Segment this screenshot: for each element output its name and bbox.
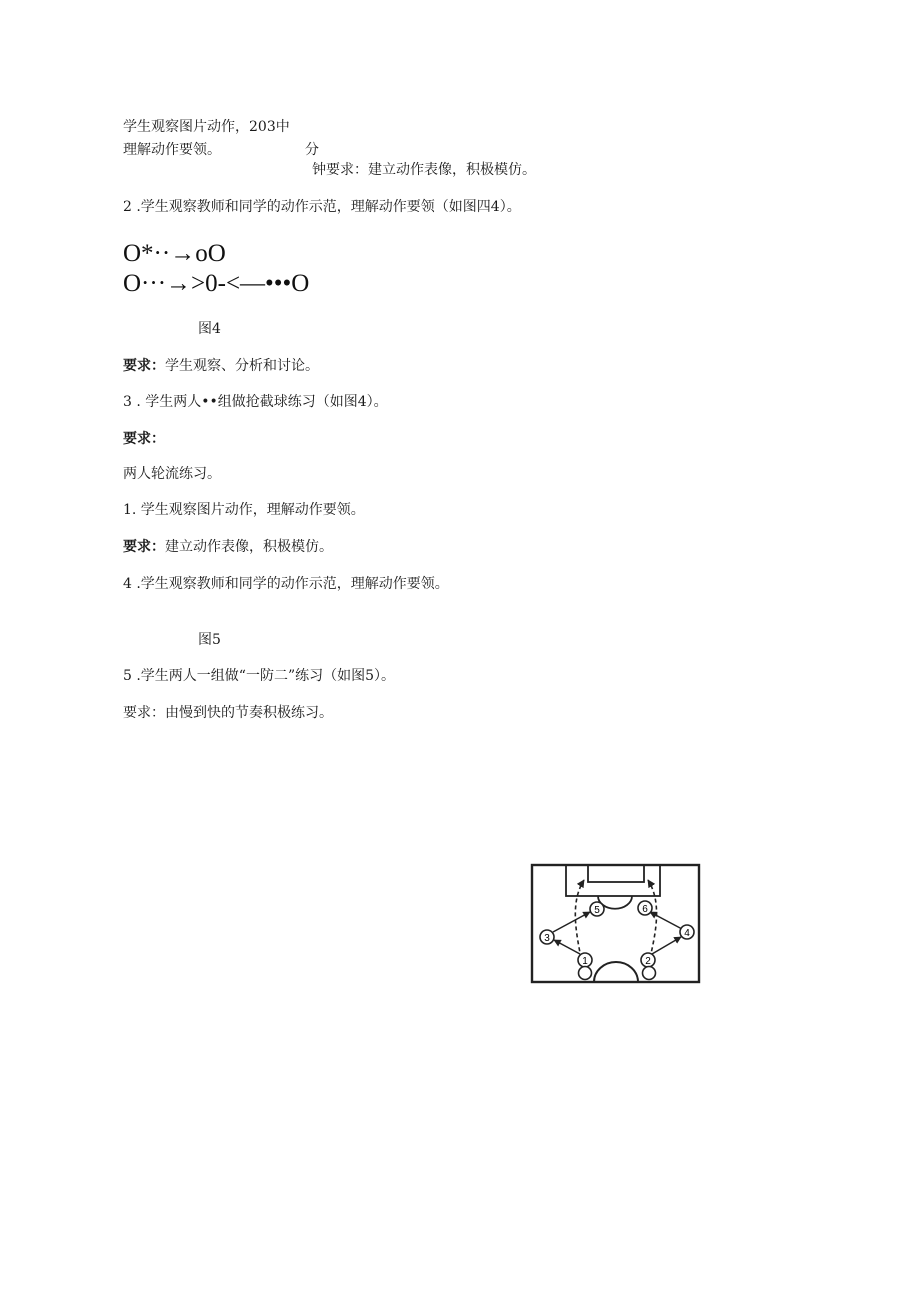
ball-marker bbox=[643, 967, 656, 980]
figure-4-caption: 图4 bbox=[198, 321, 221, 337]
svg-text:2: 2 bbox=[645, 956, 651, 967]
figure-5-caption: 图5 bbox=[198, 632, 221, 648]
requirement-discuss bbox=[123, 357, 319, 375]
text-take-turns: 两人轮流练习。 bbox=[123, 466, 221, 482]
text-minute-fragment: 分 bbox=[305, 142, 319, 158]
diagram-text-row-2: O···→>0-<—•••O bbox=[123, 270, 310, 297]
text-item-2: 2 .学生观察教师和同学的动作示范，理解动作要领（如图四4）。 bbox=[123, 199, 521, 215]
svg-text:1: 1 bbox=[582, 956, 588, 967]
requirement-label: 要求： bbox=[123, 539, 165, 555]
player-5 bbox=[590, 902, 604, 916]
text-item-5: 5 .学生两人一组做“一防二”练习（如图5）。 bbox=[123, 668, 396, 684]
svg-text:4: 4 bbox=[684, 928, 690, 939]
text-item-4: 4 .学生观察教师和同学的动作示范，理解动作要领。 bbox=[123, 576, 449, 592]
svg-text:5: 5 bbox=[594, 905, 600, 916]
text-line-observe-pictures: 学生观察图片动作，203中 bbox=[123, 119, 290, 135]
text-line-understand: 理解动作要领。 bbox=[123, 142, 221, 158]
svg-text:3: 3 bbox=[544, 933, 550, 944]
text-item-1-repeat: 1. 学生观察图片动作，理解动作要领。 bbox=[123, 502, 365, 518]
player-6 bbox=[638, 901, 652, 915]
text-line-requirement-imitate: 钟要求：建立动作表像，积极模仿。 bbox=[312, 162, 536, 178]
player-3 bbox=[540, 930, 554, 944]
requirement-imitate bbox=[123, 538, 333, 556]
requirement-text: 学生观察、分析和讨论。 bbox=[165, 358, 319, 374]
requirement-label: 要求： bbox=[123, 358, 165, 374]
diagram-text-row-1: O*··→oO bbox=[123, 240, 226, 267]
svg-text:6: 6 bbox=[642, 904, 648, 915]
requirement-text: 建立动作表像，积极模仿。 bbox=[165, 539, 333, 555]
player-4 bbox=[680, 925, 694, 939]
requirement-rhythm: 要求：由慢到快的节奏积极练习。 bbox=[123, 705, 333, 721]
requirement-label-standalone: 要求： bbox=[123, 431, 165, 447]
field-drill-diagram bbox=[530, 862, 702, 984]
ball-marker bbox=[579, 967, 592, 980]
text-item-3: 3 . 学生两人••组做抢截球练习（如图4）。 bbox=[123, 394, 388, 410]
